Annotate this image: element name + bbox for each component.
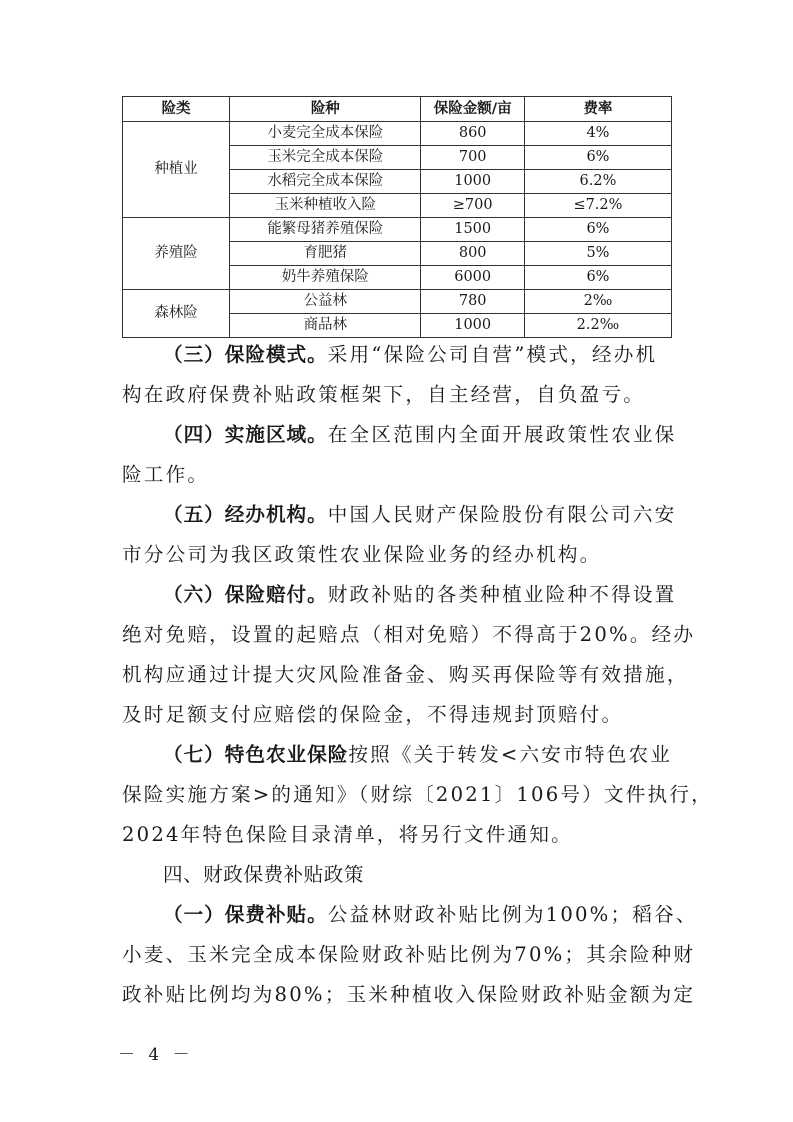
rate-cell: 6.2% <box>524 170 671 194</box>
type-cell: 商品林 <box>230 314 421 338</box>
table-row <box>123 122 672 146</box>
paragraph-text: 财政补贴的各类种植业险种不得设置 <box>327 583 677 606</box>
page-number: － 4 － <box>118 1045 194 1065</box>
amount-cell: 780 <box>421 290 524 314</box>
amount-cell: 6000 <box>421 266 524 290</box>
paragraph-heading: （三）保险模式。 <box>163 343 328 366</box>
paragraph-implementation-area <box>122 420 676 450</box>
paragraph-handling-agency <box>122 500 676 530</box>
table-row <box>123 290 672 314</box>
type-cell: 水稻完全成本保险 <box>230 170 421 194</box>
paragraph-text-line: 构在政府保费补贴政策框架下，自主经营，自负盈亏。 <box>122 383 646 406</box>
rate-cell: 6% <box>524 266 671 290</box>
amount-cell: 1000 <box>421 170 524 194</box>
type-cell: 小麦完全成本保险 <box>230 122 421 146</box>
paragraph-heading: （一）保费补贴。 <box>163 903 328 926</box>
amount-cell: 800 <box>421 242 524 266</box>
rate-cell: 4% <box>524 122 671 146</box>
paragraph-text: 中国人民财产保险股份有限公司六安 <box>327 503 677 526</box>
table-header-row <box>123 97 672 122</box>
paragraph-specialty-insurance <box>122 740 672 770</box>
category-cell: 种植业 <box>123 122 230 218</box>
paragraph-text: 公益林财政补贴比例为100%；稻谷、 <box>327 903 698 926</box>
type-cell: 玉米完全成本保险 <box>230 146 421 170</box>
category-cell: 养殖险 <box>123 218 230 290</box>
rate-cell: 6% <box>524 146 671 170</box>
paragraph-text-line: 市分公司为我区政策性农业保险业务的经办机构。 <box>122 543 602 566</box>
paragraph-heading: （五）经办机构。 <box>163 503 328 526</box>
amount-cell: ≥700 <box>421 194 524 218</box>
rate-cell: 2.2‰ <box>524 314 671 338</box>
category-cell: 森林险 <box>123 290 230 338</box>
header-type: 险种 <box>230 97 421 122</box>
amount-cell: 1000 <box>421 314 524 338</box>
paragraph-text: 采用“保险公司自营”模式，经办机 <box>327 343 658 366</box>
insurance-rate-table <box>122 96 672 338</box>
paragraph-compensation <box>122 580 676 610</box>
header-rate: 费率 <box>524 97 671 122</box>
paragraph-heading: （六）保险赔付。 <box>163 583 328 606</box>
amount-cell: 700 <box>421 146 524 170</box>
rate-cell: 5% <box>524 242 671 266</box>
header-category: 险类 <box>123 97 230 122</box>
amount-cell: 1500 <box>421 218 524 242</box>
paragraph-text-line: 险工作。 <box>122 463 210 486</box>
paragraph-text-line: 保险实施方案>的通知》（财综〔2021〕106号）文件执行， <box>122 783 713 806</box>
paragraph-text-line: 机构应通过计提大灾风险准备金、购买再保险等有效措施， <box>122 663 689 686</box>
paragraph-heading: （四）实施区域。 <box>163 423 328 446</box>
table-row <box>123 218 672 242</box>
paragraph-text-line: 2024年特色保险目录清单，将另行文件通知。 <box>122 823 573 846</box>
paragraph-insurance-mode <box>122 340 657 370</box>
type-cell: 玉米种植收入险 <box>230 194 421 218</box>
paragraph-premium-subsidy <box>122 900 698 930</box>
type-cell: 公益林 <box>230 290 421 314</box>
paragraph-text: 在全区范围内全面开展政策性农业保 <box>327 423 677 446</box>
header-amount: 保险金额/亩 <box>421 97 524 122</box>
section-heading: 四、财政保费补贴政策 <box>163 863 364 886</box>
paragraph-text-line: 及时足额支付应赔偿的保险金，不得违规封顶赔付。 <box>122 703 624 726</box>
rate-cell: 2‰ <box>524 290 671 314</box>
amount-cell: 860 <box>421 122 524 146</box>
paragraph-heading: （七）特色农业保险 <box>163 743 349 766</box>
rate-cell: ≤7.2% <box>524 194 671 218</box>
type-cell: 能繁母猪养殖保险 <box>230 218 421 242</box>
rate-cell: 6% <box>524 218 671 242</box>
type-cell: 奶牛养殖保险 <box>230 266 421 290</box>
type-cell: 育肥猪 <box>230 242 421 266</box>
paragraph-text-line: 小麦、玉米完全成本保险财政补贴比例为70%；其余险种财 <box>122 943 696 966</box>
paragraph-text-line: 政补贴比例均为80%；玉米种植收入保险财政补贴金额为定 <box>122 983 696 1006</box>
paragraph-text: 按照《关于转发<六安市特色农业 <box>348 743 673 766</box>
paragraph-text-line: 绝对免赔，设置的起赔点（相对免赔）不得高于20%。经办 <box>122 623 696 646</box>
